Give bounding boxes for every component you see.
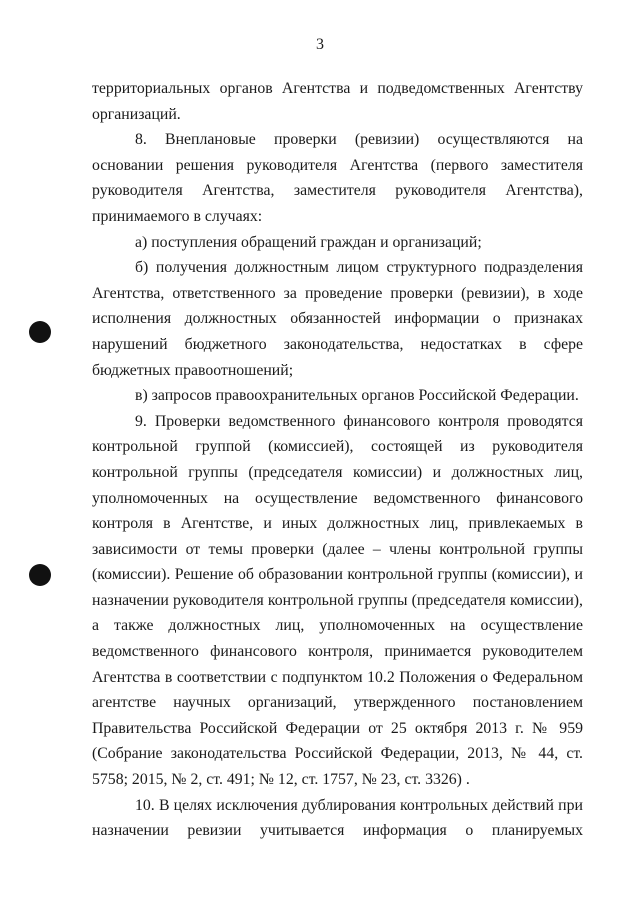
paragraph-item-8a: а) поступления обращений граждан и организаций; [135,233,482,251]
punch-hole-mark [29,564,51,586]
document-body [92,76,583,844]
page-number: 3 [316,36,324,53]
paragraph-item-8: 8. Внеплановые проверки (ревизии) осуществляются на основании решения руководителя Агентства (первого заместителя руководителя Агентства, заместителя руководителя Агентства), принимаемого в случаях: [92,131,583,225]
punch-hole-mark [29,321,51,343]
paragraph-item-10: 10. В целях исключения дублирования контрольных действий при назначении ревизии учитывается информация о планируемых [92,796,583,840]
paragraph-item-9: 9. Проверки ведомственного финансового контроля проводятся контрольной группой (комиссией), состоящей из руководителя контрольной группы (председателя комиссии) и должностных лиц, уполномоченных на осуществление ведомственного финансового контроля в Агентстве, и иных должностных лиц, привлекаемых в зависимости от темы проверки (далее – члены контрольной группы (комиссии). Решение об образовании контрольной группы (комиссии), и назначении руководителя контрольной группы (председателя комиссии), а также должностных лиц, уполномоченных на осуществление ведомственного финансового контроля, принимается руководителем Агентства в соответствии с подпунктом 10.2 Положения о Федеральном агентстве научных организаций, утвержденного постановлением Правительства Российской Федерации от 25 октября 2013 г. № 959 (Собрание законодательства Российской Федерации, 2013, № 44, ст. 5758; 2015, № 2, ст. 491; № 12, ст. 1757, № 23, ст. 3326) . [92,412,583,789]
paragraph-item-8b: б) получения должностным лицом структурного подразделения Агентства, ответственного за проведение проверки (ревизии), в ходе исполнения должностных обязанностей информации о признаках нарушений бюджетного законодательства, недостатках в сфере бюджетных правоотношений; [92,259,583,379]
paragraph-continuation: территориальных органов Агентства и подведомственных Агентству организаций. [92,80,583,123]
paragraph-item-8v: в) запросов правоохранительных органов Российской Федерации. [135,387,579,405]
